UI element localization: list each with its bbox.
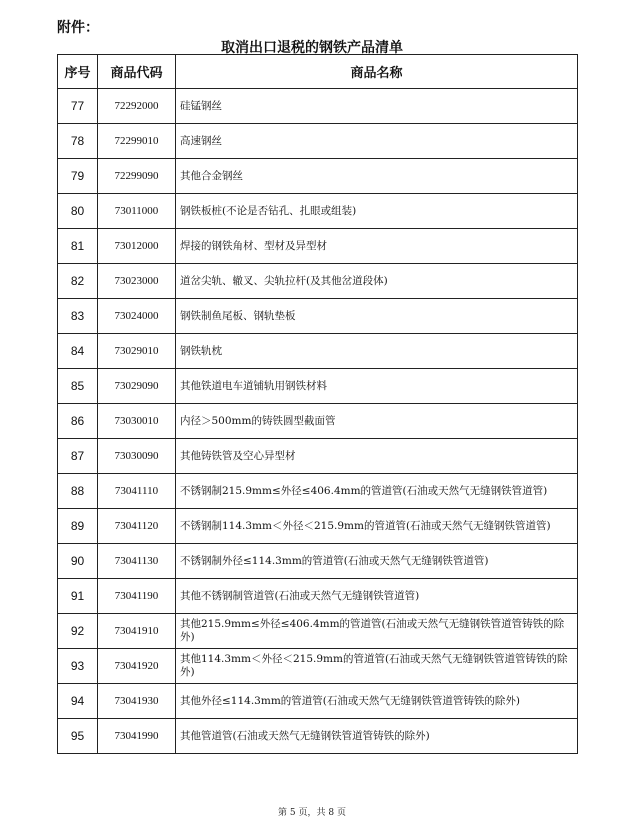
row-name: 其他铸铁管及空心异型材: [176, 439, 578, 474]
header-name: 商品名称: [176, 55, 578, 89]
row-name: 钢铁板桩(不论是否钻孔、扎眼或组装): [176, 194, 578, 229]
header-code: 商品代码: [98, 55, 176, 89]
row-seq: 80: [58, 194, 98, 229]
table-row: [58, 369, 578, 404]
table-row: [58, 124, 578, 159]
row-code: 72299090: [98, 159, 176, 194]
attachment-label: 附件：: [57, 20, 99, 36]
row-name: 不锈钢制215.9mm≤外径≤406.4mm的管道管(石油或天然气无缝钢铁管道管): [176, 474, 578, 509]
table-row: [58, 439, 578, 474]
table-row: [58, 159, 578, 194]
row-name: 不锈钢制外径≤114.3mm的管道管(石油或天然气无缝钢铁管道管): [176, 544, 578, 579]
row-code: 73041910: [98, 614, 176, 649]
row-name: 其他114.3mm＜外径＜215.9mm的管道管(石油或天然气无缝钢铁管道管铸铁的除外): [176, 649, 578, 684]
row-seq: 89: [58, 509, 98, 544]
table-row: [58, 229, 578, 264]
row-name: 其他铁道电车道铺轨用钢铁材料: [176, 369, 578, 404]
row-code: 72292000: [98, 89, 176, 124]
table-row: [58, 544, 578, 579]
row-seq: 83: [58, 299, 98, 334]
row-code: 73030090: [98, 439, 176, 474]
row-code: 73041920: [98, 649, 176, 684]
table-row: [58, 474, 578, 509]
table-row: [58, 719, 578, 754]
table-row: [58, 89, 578, 124]
row-name: 钢铁制鱼尾板、钢轨垫板: [176, 299, 578, 334]
document-title: 取消出口退税的钢铁产品清单: [221, 40, 403, 56]
row-seq: 93: [58, 649, 98, 684]
row-code: 73041120: [98, 509, 176, 544]
row-code: 73041190: [98, 579, 176, 614]
table-row: [58, 579, 578, 614]
row-seq: 92: [58, 614, 98, 649]
row-code: 72299010: [98, 124, 176, 159]
row-seq: 81: [58, 229, 98, 264]
row-seq: 85: [58, 369, 98, 404]
row-code: 73024000: [98, 299, 176, 334]
table-row: [58, 684, 578, 719]
row-name: 其他管道管(石油或天然气无缝钢铁管道管铸铁的除外): [176, 719, 578, 754]
row-seq: 94: [58, 684, 98, 719]
row-name: 其他外径≤114.3mm的管道管(石油或天然气无缝钢铁管道管铸铁的除外): [176, 684, 578, 719]
table-row: [58, 509, 578, 544]
row-name: 高速钢丝: [176, 124, 578, 159]
row-name: 道岔尖轨、辙叉、尖轨拉杆(及其他岔道段体): [176, 264, 578, 299]
product-list-table: [57, 54, 578, 754]
header-seq: 序号: [58, 55, 98, 89]
row-name: 内径＞500mm的铸铁圆型截面管: [176, 404, 578, 439]
row-seq: 90: [58, 544, 98, 579]
row-code: 73029010: [98, 334, 176, 369]
row-name: 焊接的钢铁角材、型材及异型材: [176, 229, 578, 264]
table-row: [58, 404, 578, 439]
row-seq: 88: [58, 474, 98, 509]
row-seq: 87: [58, 439, 98, 474]
table-row: [58, 194, 578, 229]
table-row: [58, 649, 578, 684]
row-name: 其他215.9mm≤外径≤406.4mm的管道管(石油或天然气无缝钢铁管道管铸铁的除外): [176, 614, 578, 649]
row-name: 其他不锈钢制管道管(石油或天然气无缝钢铁管道管): [176, 579, 578, 614]
table-row: [58, 614, 578, 649]
row-name: 钢铁轨枕: [176, 334, 578, 369]
table-row: [58, 334, 578, 369]
page-footer: 第 5 页，共 8 页: [278, 808, 346, 818]
row-seq: 78: [58, 124, 98, 159]
row-code: 73023000: [98, 264, 176, 299]
table-row: [58, 264, 578, 299]
row-code: 73041990: [98, 719, 176, 754]
row-seq: 79: [58, 159, 98, 194]
row-seq: 91: [58, 579, 98, 614]
row-code: 73041930: [98, 684, 176, 719]
row-seq: 82: [58, 264, 98, 299]
row-name: 不锈钢制114.3mm＜外径＜215.9mm的管道管(石油或天然气无缝钢铁管道管): [176, 509, 578, 544]
row-name: 硅锰钢丝: [176, 89, 578, 124]
row-code: 73041110: [98, 474, 176, 509]
row-seq: 84: [58, 334, 98, 369]
row-name: 其他合金钢丝: [176, 159, 578, 194]
row-seq: 77: [58, 89, 98, 124]
row-code: 73029090: [98, 369, 176, 404]
row-code: 73012000: [98, 229, 176, 264]
row-code: 73041130: [98, 544, 176, 579]
row-code: 73011000: [98, 194, 176, 229]
row-code: 73030010: [98, 404, 176, 439]
table-header-row: [58, 55, 578, 89]
table-row: [58, 299, 578, 334]
row-seq: 86: [58, 404, 98, 439]
row-seq: 95: [58, 719, 98, 754]
